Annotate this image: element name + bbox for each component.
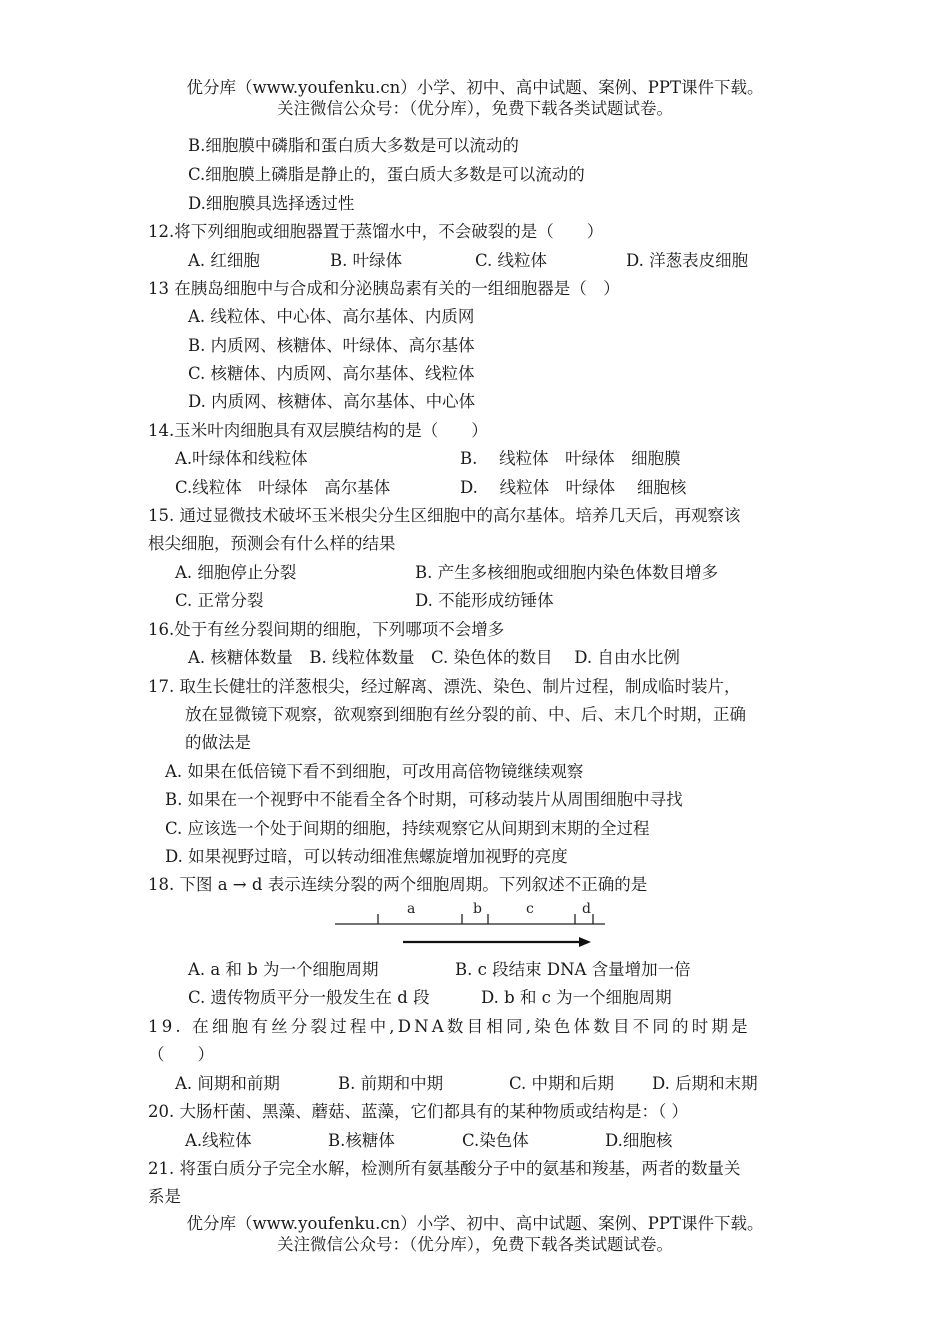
q11-option-d: D.细胞膜具选择透过性 bbox=[188, 194, 355, 213]
segment-label-c: c bbox=[526, 901, 534, 917]
q17-option-b: B. 如果在一个视野中不能看全各个时期，可移动装片从周围细胞中寻找 bbox=[165, 790, 683, 809]
q13-stem: 13 在胰岛细胞中与合成和分泌胰岛素有关的一组细胞器是（ ） bbox=[148, 279, 620, 298]
cell-cycle-diagram bbox=[335, 895, 615, 953]
q19-option-c: C. 中期和后期 bbox=[509, 1074, 615, 1093]
q14-option-a: A.叶绿体和线粒体 bbox=[175, 449, 308, 468]
q15-option-d: D. 不能形成纺锤体 bbox=[415, 591, 554, 610]
q21-stem-line-2: 系是 bbox=[148, 1187, 181, 1206]
q11-option-c: C.细胞膜上磷脂是静止的，蛋白质大多数是可以流动的 bbox=[188, 165, 585, 184]
q18-stem: 18. 下图 a → d 表示连续分裂的两个细胞周期。下列叙述不正确的是 bbox=[148, 875, 648, 894]
q15-stem-line-1: 15. 通过显微技术破坏玉米根尖分生区细胞中的高尔基体。培养几天后，再观察该 bbox=[148, 506, 741, 525]
q19-option-b: B. 前期和中期 bbox=[338, 1074, 444, 1093]
q18-option-c: C. 遗传物质平分一般发生在 d 段 bbox=[188, 988, 430, 1007]
q15-stem-line-2: 根尖细胞，预测会有什么样的结果 bbox=[148, 534, 396, 553]
q12-option-c: C. 线粒体 bbox=[475, 251, 548, 270]
header-line-2: 关注微信公众号：（优分库），免费下载各类试题试卷。 bbox=[277, 99, 673, 118]
q17-option-a: A. 如果在低倍镜下看不到细胞，可改用高倍物镜继续观察 bbox=[165, 762, 584, 781]
q16-stem: 16.处于有丝分裂间期的细胞，下列哪项不会增多 bbox=[148, 620, 505, 639]
q19-option-d: D. 后期和末期 bbox=[652, 1074, 758, 1093]
footer-line-1: 优分库（www.youfenku.cn）小学、初中、高中试题、案例、PPT课件下载。 bbox=[186, 1214, 764, 1233]
q17-option-c: C. 应该选一个处于间期的细胞，持续观察它从间期到末期的全过程 bbox=[165, 819, 650, 838]
q21-stem-line-1: 21. 将蛋白质分子完全水解，检测所有氨基酸分子中的氨基和羧基，两者的数量关 bbox=[148, 1159, 741, 1178]
q20-option-d: D.细胞核 bbox=[605, 1131, 673, 1150]
arrow-head bbox=[579, 937, 591, 947]
q15-option-a: A. 细胞停止分裂 bbox=[175, 563, 297, 582]
segment-label-b: b bbox=[473, 901, 482, 917]
q14-option-c: C.线粒体 叶绿体 高尔基体 bbox=[175, 478, 391, 497]
q17-option-d: D. 如果视野过暗，可以转动细准焦螺旋增加视野的亮度 bbox=[165, 847, 568, 866]
q12-stem: 12.将下列细胞或细胞器置于蒸馏水中，不会破裂的是（ ） bbox=[148, 222, 604, 241]
q11-option-b: B.细胞膜中磷脂和蛋白质大多数是可以流动的 bbox=[188, 136, 519, 155]
q20-option-a: A.线粒体 bbox=[185, 1131, 252, 1150]
header-line-1: 优分库（www.youfenku.cn）小学、初中、高中试题、案例、PPT课件下载。 bbox=[186, 78, 764, 97]
q20-option-b: B.核糖体 bbox=[328, 1131, 395, 1150]
footer-line-2: 关注微信公众号：（优分库），免费下载各类试题试卷。 bbox=[277, 1235, 673, 1254]
q15-option-c: C. 正常分裂 bbox=[175, 591, 264, 610]
q18-option-b: B. c 段结束 DNA 含量增加一倍 bbox=[455, 960, 691, 979]
q14-stem: 14.玉米叶肉细胞具有双层膜结构的是（ ） bbox=[148, 421, 488, 440]
q18-option-d: D. b 和 c 为一个细胞周期 bbox=[481, 988, 672, 1007]
q13-option-c: C. 核糖体、内质网、高尔基体、线粒体 bbox=[188, 364, 475, 383]
q12-option-a: A. 红细胞 bbox=[188, 251, 260, 270]
q17-stem-line-1: 17. 取生长健壮的洋葱根尖，经过解离、漂洗、染色、制片过程，制成临时装片， bbox=[148, 677, 741, 696]
q13-option-a: A. 线粒体、中心体、高尔基体、内质网 bbox=[188, 307, 475, 326]
q17-stem-line-2: 放在显微镜下观察，欲观察到细胞有丝分裂的前、中、后、末几个时期，正确 bbox=[185, 705, 746, 724]
q20-option-c: C.染色体 bbox=[462, 1131, 529, 1150]
q16-options: A. 核糖体数量 B. 线粒体数量 C. 染色体的数目 D. 自由水比例 bbox=[188, 648, 680, 667]
q19-stem-line-2: （ ） bbox=[148, 1045, 214, 1064]
segment-label-a: a bbox=[407, 901, 416, 917]
q14-option-b: B. 线粒体 叶绿体 细胞膜 bbox=[460, 449, 681, 468]
q19-stem-line-1: 19. 在细胞有丝分裂过程中,DNA数目相同,染色体数目不同的时期是 bbox=[148, 1017, 751, 1036]
q12-option-d: D. 洋葱表皮细胞 bbox=[626, 251, 749, 270]
q13-option-b: B. 内质网、核糖体、叶绿体、高尔基体 bbox=[188, 336, 475, 355]
q12-option-b: B. 叶绿体 bbox=[330, 251, 403, 270]
q15-option-b: B. 产生多核细胞或细胞内染色体数目增多 bbox=[415, 563, 719, 582]
q20-stem: 20. 大肠杆菌、黑藻、蘑菇、蓝藻，它们都具有的某种物质或结构是：（ ） bbox=[148, 1102, 688, 1121]
segment-label-d: d bbox=[582, 901, 591, 917]
q19-option-a: A. 间期和前期 bbox=[175, 1074, 280, 1093]
q18-option-a: A. a 和 b 为一个细胞周期 bbox=[188, 960, 379, 979]
q17-stem-line-3: 的做法是 bbox=[185, 733, 251, 752]
q13-option-d: D. 内质网、核糖体、高尔基体、中心体 bbox=[188, 392, 476, 411]
q14-option-d: D. 线粒体 叶绿体 细胞核 bbox=[460, 478, 687, 497]
